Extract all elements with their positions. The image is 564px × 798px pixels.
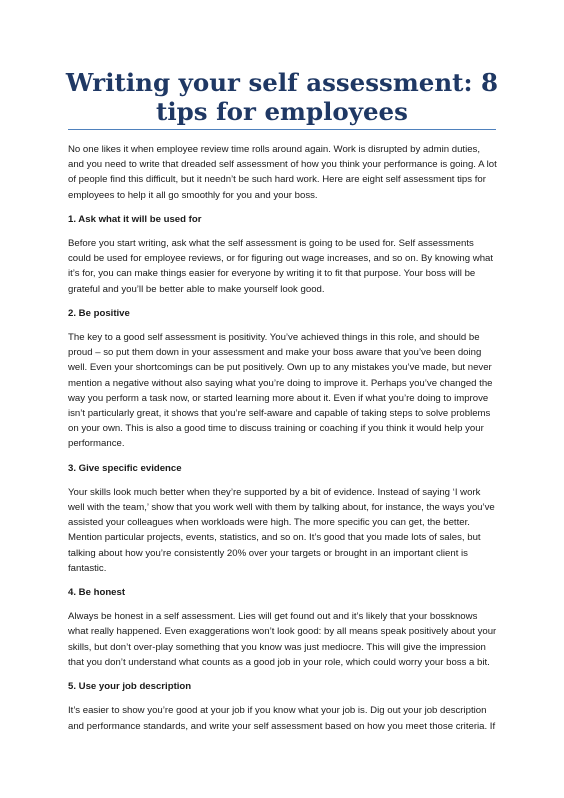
page-title: Writing your self assessment: 8 tips for employees xyxy=(65,68,499,126)
section-heading-1: 1. Ask what it will be used for xyxy=(68,213,202,225)
section-body-4: Always be honest in a self assessment. Lies will get found out and it’s likely that your bossknows what really happened. Even exaggerations won’t look good: by all means speak positively about your skills, but don’t over-play something that you know was just mediocre. This will give the impression that you don’t understand what counts as a good job in your role, which could worry your boss a bit. xyxy=(68,611,497,668)
intro-paragraph: No one likes it when employee review time rolls around again. Work is disrupted by admin duties, and you need to write that dreaded self assessment of how you think your performance is going. A lot of people find this difficult, but it needn’t be such hard work. Here are eight self assessment tips for employees to help it all go smoothly for you and your boss. xyxy=(68,144,497,201)
section-heading-2: 2. Be positive xyxy=(68,307,130,319)
section-body-5: It’s easier to show you’re good at your job if you know what your job is. Dig out your job description and performance standards, and write your self assessment based on how you meet those criteria. If xyxy=(68,705,496,732)
section-heading-3: 3. Give specific evidence xyxy=(68,462,182,474)
section-heading-4: 4. Be honest xyxy=(68,587,126,599)
section-body-3: Your skills look much better when they’re supported by a bit of evidence. Instead of saying ‘I work well with the team,’ show that you work well with them by talking about, for instance, the ways you’ve assisted your colleagues when workloads were high. The more specific you can get, the better. Mention particular projects, events, statistics, and so on. It’s good that you made lots of sales, but talking about how you’re consistently 20% over your targets or brought in an important client is fantastic. xyxy=(68,486,495,574)
article-body xyxy=(68,142,498,743)
section-heading-5: 5. Use your job description xyxy=(68,681,192,693)
title-divider xyxy=(68,129,496,130)
section-body-1: Before you start writing, ask what the self assessment is going to be used for. Self assessments could be used for employee reviews, or for figuring out wage increases, and so on. By knowing what it’s for, you can make things easier for everyone by writing it to fit that purpose. Your boss will be grateful and you’ll be better able to make yourself look good. xyxy=(68,238,494,295)
section-body-2: The key to a good self assessment is positivity. You’ve achieved things in this role, and should be proud – so put them down in your assessment and make your boss aware that you’ve been doing well. Even your shortcomings can be put positively. Own up to any mistakes you’ve made, but never mention a negative without also saying what you’re doing to improve it. Perhaps you’ve changed the way you perform a task now, or started learning more about it. Even if what you’re doing to improve isn’t particularly great, it shows that you’re self-aware and capable of taking steps to solve problems on your own. This is also a good time to discuss training or coaching if you think it would help your performance. xyxy=(68,332,493,450)
